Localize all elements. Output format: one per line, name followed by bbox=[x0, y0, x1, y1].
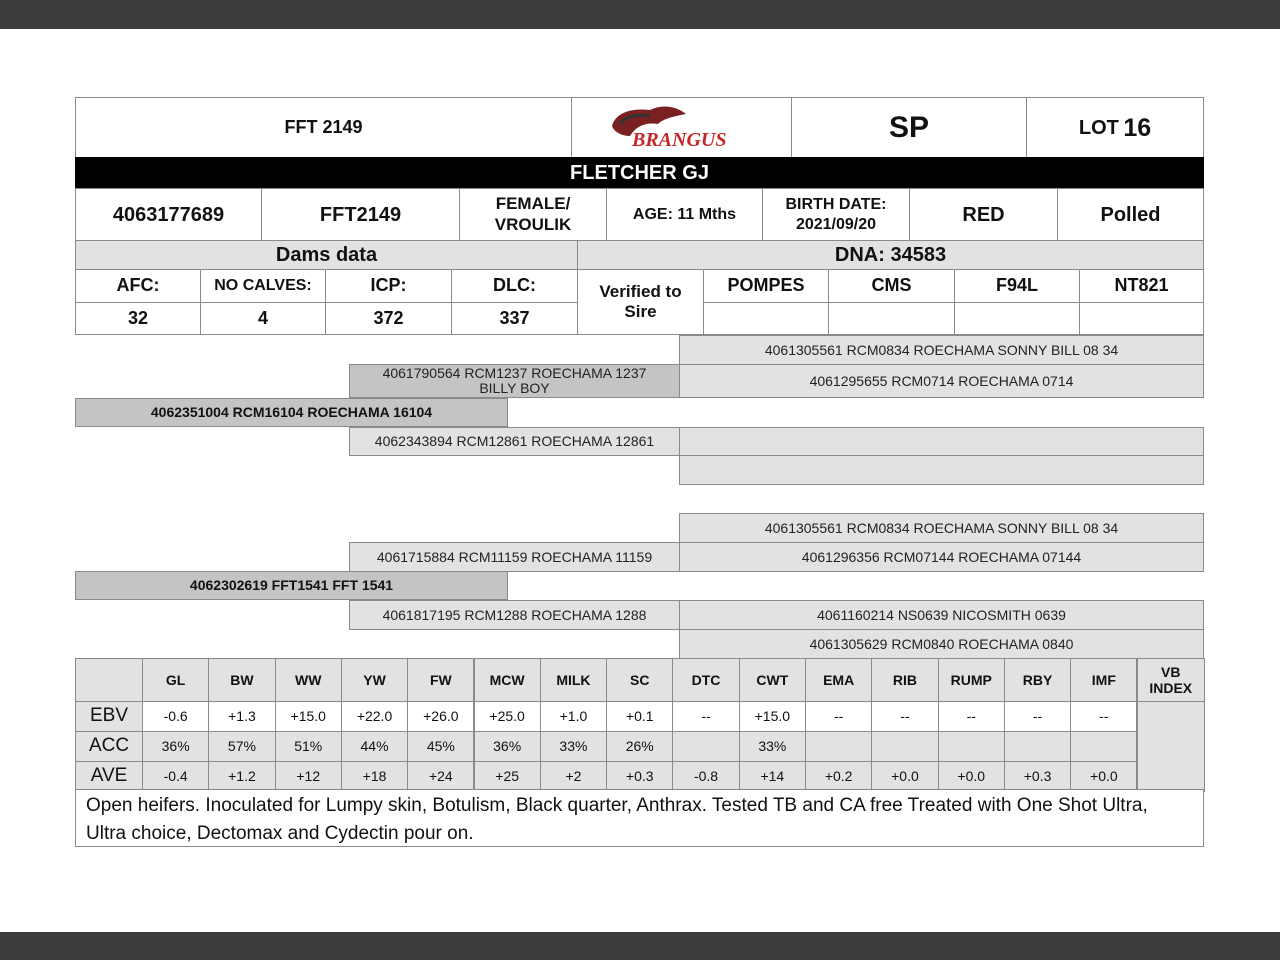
pedigree-text: 4061305629 RCM0840 ROECHAMA 0840 bbox=[809, 635, 1074, 652]
vb-index-value bbox=[1137, 701, 1206, 792]
ebv-cell-acc-dtc bbox=[672, 731, 739, 762]
ebv-cell-ebv-cwt bbox=[739, 701, 806, 732]
pedigree-text: 4061305561 RCM0834 ROECHAMA SONNY BILL 08 34 bbox=[764, 341, 1119, 358]
icp-value bbox=[325, 302, 452, 335]
ebv-cell-ave-bw bbox=[208, 761, 275, 792]
calves-label bbox=[200, 269, 326, 303]
ebv-cell-acc-milk bbox=[540, 731, 607, 762]
ebv-header-imf-text: IMF bbox=[1091, 671, 1116, 688]
ebv-cell-ave-cwt bbox=[739, 761, 806, 792]
ebv-cell-ebv-fw bbox=[407, 701, 474, 732]
grade-cell bbox=[791, 97, 1027, 158]
ebv-cell-ave-rby bbox=[1004, 761, 1071, 792]
ebv-cell-ebv-rby bbox=[1004, 701, 1071, 732]
ebv-header-gl-text: GL bbox=[165, 671, 186, 688]
dna-test-label: F94L bbox=[995, 275, 1038, 296]
ebv-cell-ave-yw-text: +18 bbox=[362, 768, 387, 785]
ebv-cell-acc-bw-text: 57% bbox=[227, 738, 256, 755]
afc-label-text: AFC: bbox=[116, 275, 160, 296]
ebv-header-sc-text: SC bbox=[630, 671, 650, 688]
pedigree-dam-sire bbox=[349, 542, 680, 572]
notes-text: Open heifers. Inoculated for Lumpy skin, Botulism, Black quarter, Anthrax. Tested TB and CA free Treated with One Shot Ultra, Ultra choice, Dectomax and Cydectin pour on. bbox=[86, 795, 1148, 844]
ebv-cell-ebv-bw-text: +1.3 bbox=[228, 708, 256, 725]
icp-value-text: 372 bbox=[373, 307, 404, 328]
ebv-cell-acc-yw-text: 44% bbox=[360, 738, 389, 755]
ebv-header-fw-text: FW bbox=[429, 671, 452, 688]
ebv-cell-ave-sc-text: +0.3 bbox=[625, 768, 654, 785]
dna-result-nt821 bbox=[1079, 302, 1204, 335]
dna-test-label: CMS bbox=[871, 275, 912, 296]
ebv-cell-acc-yw bbox=[341, 731, 408, 762]
ebv-header-ww bbox=[275, 658, 342, 702]
pedigree-text: 4061817195 RCM1288 ROECHAMA 1288 bbox=[382, 606, 647, 623]
ebv-cell-acc-rib bbox=[871, 731, 938, 762]
sex-cell bbox=[459, 188, 607, 241]
ebv-header-cwt bbox=[739, 658, 806, 702]
pedigree-text: 4062351004 RCM16104 ROECHAMA 16104 bbox=[150, 404, 433, 421]
dams-data-title-text: Dams data bbox=[275, 244, 378, 266]
ebv-cell-ave-mcw bbox=[474, 761, 541, 792]
ebv-cell-ebv-yw bbox=[341, 701, 408, 732]
afc-value-text: 32 bbox=[127, 307, 149, 328]
age-text: AGE: 11 Mths bbox=[632, 205, 737, 223]
pedigree-text: 4062302619 FFT1541 FFT 1541 bbox=[189, 577, 394, 594]
header-id-text: FFT 2149 bbox=[284, 116, 363, 137]
ebv-cell-ebv-ww-text: +15.0 bbox=[290, 708, 326, 725]
ebv-cell-ebv-imf-text: -- bbox=[1099, 708, 1109, 725]
dna-test-label: POMPES bbox=[727, 275, 805, 296]
ebv-cell-ebv-rump-text: -- bbox=[966, 708, 976, 725]
ebv-cell-ebv-ema bbox=[805, 701, 872, 732]
ebv-row-label-acc bbox=[75, 731, 143, 762]
ebv-header-ema bbox=[805, 658, 872, 702]
ebv-cell-ebv-dtc-text: -- bbox=[701, 708, 711, 725]
ebv-cell-ave-dtc-text: -0.8 bbox=[693, 768, 719, 785]
logo-text: BRANGUS bbox=[632, 129, 727, 150]
ebv-cell-ebv-mcw-text: +25.0 bbox=[489, 708, 525, 725]
ebv-cell-ebv-rib bbox=[871, 701, 938, 732]
ebv-cell-ebv-ema-text: -- bbox=[833, 708, 844, 725]
dlc-value-text: 337 bbox=[499, 307, 530, 328]
icp-label bbox=[325, 269, 452, 303]
ebv-cell-ave-ww bbox=[275, 761, 342, 792]
dna-test-f94l bbox=[954, 269, 1080, 303]
ebv-cell-ave-ema-text: +0.2 bbox=[824, 768, 853, 785]
birth-date-label: BIRTH DATE: bbox=[785, 196, 887, 214]
ebv-cell-acc-milk-text: 33% bbox=[559, 738, 588, 755]
ebv-cell-acc-mcw-text: 36% bbox=[493, 738, 522, 755]
notes bbox=[75, 789, 1204, 847]
ebv-cell-ave-fw bbox=[407, 761, 474, 792]
ebv-cell-ebv-milk-text: +1.0 bbox=[559, 708, 588, 725]
pedigree-text: 4061296356 RCM07144 ROECHAMA 07144 bbox=[801, 548, 1082, 565]
ebv-header-sc bbox=[606, 658, 673, 702]
ebv-cell-ebv-dtc bbox=[672, 701, 739, 732]
dna-result-pompes bbox=[703, 302, 829, 335]
bottom-frame-bar bbox=[0, 932, 1280, 960]
ebv-cell-ave-rib bbox=[871, 761, 938, 792]
ebv-cell-ave-ww-text: +12 bbox=[296, 768, 321, 785]
dna-test-cms bbox=[828, 269, 955, 303]
pedigree-text: 4061305561 RCM0834 ROECHAMA SONNY BILL 08 34 bbox=[764, 519, 1119, 536]
ebv-cell-acc-rby bbox=[1004, 731, 1071, 762]
ebv-header-bw bbox=[208, 658, 275, 702]
header-id bbox=[75, 97, 572, 158]
brangus-logo bbox=[606, 102, 754, 150]
ebv-header-milk-text: MILK bbox=[556, 671, 591, 688]
calves-value bbox=[200, 302, 326, 335]
icp-label-text: ICP: bbox=[370, 275, 407, 296]
dlc-label-text: DLC: bbox=[493, 275, 536, 296]
ebv-header-vb-index bbox=[1137, 658, 1206, 702]
ebv-header-ww-text: WW bbox=[295, 671, 322, 688]
ebv-header-mcw-text: MCW bbox=[489, 671, 525, 688]
ebv-cell-ave-sc bbox=[606, 761, 673, 792]
ebv-header-mcw bbox=[474, 658, 541, 702]
ebv-cell-acc-ema bbox=[805, 731, 872, 762]
ebv-cell-ave-milk bbox=[540, 761, 607, 792]
dna-title bbox=[577, 240, 1204, 270]
age-cell bbox=[606, 188, 763, 241]
ebv-cell-ave-rump bbox=[938, 761, 1005, 792]
ebv-header-cwt-text: CWT bbox=[756, 671, 789, 688]
horn-cell bbox=[1057, 188, 1204, 241]
ebv-cell-acc-gl bbox=[142, 731, 209, 762]
lot-cell bbox=[1026, 97, 1204, 158]
pedigree-dam-sire-dam bbox=[679, 542, 1204, 572]
ebv-cell-ebv-yw-text: +22.0 bbox=[356, 708, 393, 725]
pedigree-text: 4062343894 RCM12861 ROECHAMA 12861 bbox=[374, 433, 655, 450]
ebv-cell-ebv-ww bbox=[275, 701, 342, 732]
dna-test-pompes bbox=[703, 269, 829, 303]
ebv-header-dtc bbox=[672, 658, 739, 702]
ebv-cell-ave-rump-text: +0.0 bbox=[957, 768, 986, 785]
afc-label bbox=[75, 269, 201, 303]
ebv-cell-ave-milk-text: +2 bbox=[565, 768, 582, 785]
ebv-header-bw-text: BW bbox=[230, 671, 254, 688]
ebv-cell-ebv-rump bbox=[938, 701, 1005, 732]
pedigree-text: 4061160214 NS0639 NICOSMITH 0639 bbox=[817, 606, 1066, 623]
ebv-header-rby-text: RBY bbox=[1022, 671, 1053, 688]
ebv-row-label-ebv-text: EBV bbox=[89, 705, 129, 727]
ebv-cell-acc-fw bbox=[407, 731, 474, 762]
ebv-cell-ebv-rib-text: -- bbox=[900, 708, 910, 725]
ebv-header-milk bbox=[540, 658, 607, 702]
ebv-header-vb-index-text: VB INDEX bbox=[1149, 663, 1193, 696]
pedigree-sire-sire-sire bbox=[679, 335, 1204, 365]
ebv-header-rby bbox=[1004, 658, 1071, 702]
ebv-cell-ebv-fw-text: +26.0 bbox=[423, 708, 459, 725]
ebv-header-fw bbox=[407, 658, 474, 702]
reg-number-text: 4063177689 bbox=[112, 203, 225, 226]
dams-data-title bbox=[75, 240, 578, 270]
ebv-cell-acc-sc bbox=[606, 731, 673, 762]
lot-label: LOT bbox=[1078, 116, 1119, 139]
ebv-header-gl bbox=[142, 658, 209, 702]
ebv-cell-ave-imf-text: +0.0 bbox=[1090, 768, 1118, 785]
pedigree-sire bbox=[75, 398, 508, 427]
calves-label-text: NO CALVES: bbox=[214, 277, 312, 295]
ebv-header-ema-text: EMA bbox=[823, 671, 855, 688]
pedigree-sire-dam-sire bbox=[679, 427, 1204, 456]
dna-result-cms bbox=[828, 302, 955, 335]
ebv-cell-ebv-sc bbox=[606, 701, 673, 732]
ebv-cell-acc-ww bbox=[275, 731, 342, 762]
ebv-cell-ebv-bw bbox=[208, 701, 275, 732]
horn-text: Polled bbox=[1100, 203, 1161, 226]
dna-test-label: NT821 bbox=[1114, 275, 1169, 296]
pedigree-dam-sire-sire bbox=[679, 513, 1204, 543]
colour-cell bbox=[909, 188, 1058, 241]
ebv-cell-ave-mcw-text: +25 bbox=[495, 768, 520, 785]
pedigree-sire-dam-dam bbox=[679, 455, 1204, 485]
grade-text: SP bbox=[888, 110, 930, 144]
ebv-row-label-ave-text: AVE bbox=[90, 765, 128, 787]
ebv-cell-ebv-imf bbox=[1070, 701, 1137, 732]
pedigree-dam-dam-sire bbox=[679, 600, 1204, 630]
ebv-header-rump bbox=[938, 658, 1005, 702]
ebv-cell-ave-cwt-text: +14 bbox=[760, 768, 785, 785]
ebv-cell-ave-gl bbox=[142, 761, 209, 792]
ebv-header-dtc-text: DTC bbox=[691, 671, 721, 688]
ebv-row-label-ebv bbox=[75, 701, 143, 732]
ebv-cell-ebv-milk bbox=[540, 701, 607, 732]
dna-title-text: DNA: 34583 bbox=[834, 244, 947, 266]
birth-date-cell bbox=[762, 188, 910, 241]
pedigree-sire-sire-dam bbox=[679, 364, 1204, 398]
ebv-cell-acc-cwt-text: 33% bbox=[758, 738, 787, 755]
ebv-cell-ave-gl-text: -0.4 bbox=[163, 768, 188, 785]
verified-text: Verified to Sire bbox=[599, 281, 682, 321]
colour-text: RED bbox=[962, 203, 1005, 226]
owner-name: FLETCHER GJ bbox=[570, 162, 709, 184]
ebv-cell-acc-cwt bbox=[739, 731, 806, 762]
ebv-header-rib-text: RIB bbox=[892, 671, 917, 688]
ebv-header-rump-text: RUMP bbox=[950, 671, 992, 688]
ebv-cell-ave-fw-text: +24 bbox=[428, 768, 453, 785]
calves-value-text: 4 bbox=[257, 307, 268, 328]
dna-test-nt821 bbox=[1079, 269, 1204, 303]
ebv-cell-acc-gl-text: 36% bbox=[161, 738, 190, 755]
ebv-cell-ave-dtc bbox=[672, 761, 739, 792]
ebv-header-yw-text: YW bbox=[363, 671, 386, 688]
ebv-header-corner bbox=[75, 658, 143, 702]
ebv-row-label-acc-text: ACC bbox=[88, 735, 130, 757]
ebv-cell-acc-ww-text: 51% bbox=[294, 738, 323, 755]
pedigree-text: 4061790564 RCM1237 ROECHAMA 1237 BILLY BOY bbox=[382, 364, 647, 396]
ebv-header-rib bbox=[871, 658, 938, 702]
ebv-cell-ebv-gl bbox=[142, 701, 209, 732]
lot-number: 16 bbox=[1123, 113, 1152, 142]
pedigree-sire-sire bbox=[349, 364, 680, 398]
pedigree-text: 4061295655 RCM0714 ROECHAMA 0714 bbox=[809, 372, 1074, 389]
ebv-cell-acc-mcw bbox=[474, 731, 541, 762]
ebv-cell-acc-rump bbox=[938, 731, 1005, 762]
ebv-cell-ebv-gl-text: -0.6 bbox=[163, 708, 188, 725]
ebv-row-label-ave bbox=[75, 761, 143, 792]
ebv-cell-ebv-sc-text: +0.1 bbox=[625, 708, 654, 725]
ebv-cell-acc-fw-text: 45% bbox=[426, 738, 455, 755]
ebv-cell-ave-rib-text: +0.0 bbox=[891, 768, 919, 785]
verified-to-sire bbox=[577, 269, 704, 335]
dna-result-f94l bbox=[954, 302, 1080, 335]
owner-bar bbox=[75, 157, 1204, 189]
animal-id-text: FFT2149 bbox=[319, 203, 402, 226]
ebv-cell-ave-rby-text: +0.3 bbox=[1023, 768, 1052, 785]
pedigree-dam-dam bbox=[349, 600, 680, 630]
ebv-cell-ebv-mcw bbox=[474, 701, 541, 732]
afc-value bbox=[75, 302, 201, 335]
ebv-cell-ebv-rby-text: -- bbox=[1032, 708, 1043, 725]
ebv-cell-acc-bw bbox=[208, 731, 275, 762]
reg-number bbox=[75, 188, 262, 241]
sex-text: FEMALE/ VROULIK bbox=[494, 194, 572, 234]
ebv-cell-acc-imf bbox=[1070, 731, 1137, 762]
ebv-cell-ave-ema bbox=[805, 761, 872, 792]
ebv-cell-ebv-cwt-text: +15.0 bbox=[754, 708, 791, 725]
ebv-cell-ave-imf bbox=[1070, 761, 1137, 792]
pedigree-dam-dam-dam bbox=[679, 629, 1204, 659]
ebv-cell-acc-sc-text: 26% bbox=[625, 738, 654, 755]
dlc-label bbox=[451, 269, 578, 303]
ebv-header-yw bbox=[341, 658, 408, 702]
ebv-header-imf bbox=[1070, 658, 1137, 702]
pedigree-sire-dam bbox=[349, 427, 680, 456]
animal-id bbox=[261, 188, 460, 241]
top-frame-bar bbox=[0, 0, 1280, 29]
pedigree-dam bbox=[75, 571, 508, 600]
dlc-value bbox=[451, 302, 578, 335]
ebv-cell-ave-bw-text: +1.2 bbox=[228, 768, 256, 785]
ebv-cell-ave-yw bbox=[341, 761, 408, 792]
pedigree-text: 4061715884 RCM11159 ROECHAMA 11159 bbox=[376, 548, 653, 565]
birth-date-value: 2021/09/20 bbox=[795, 215, 877, 233]
